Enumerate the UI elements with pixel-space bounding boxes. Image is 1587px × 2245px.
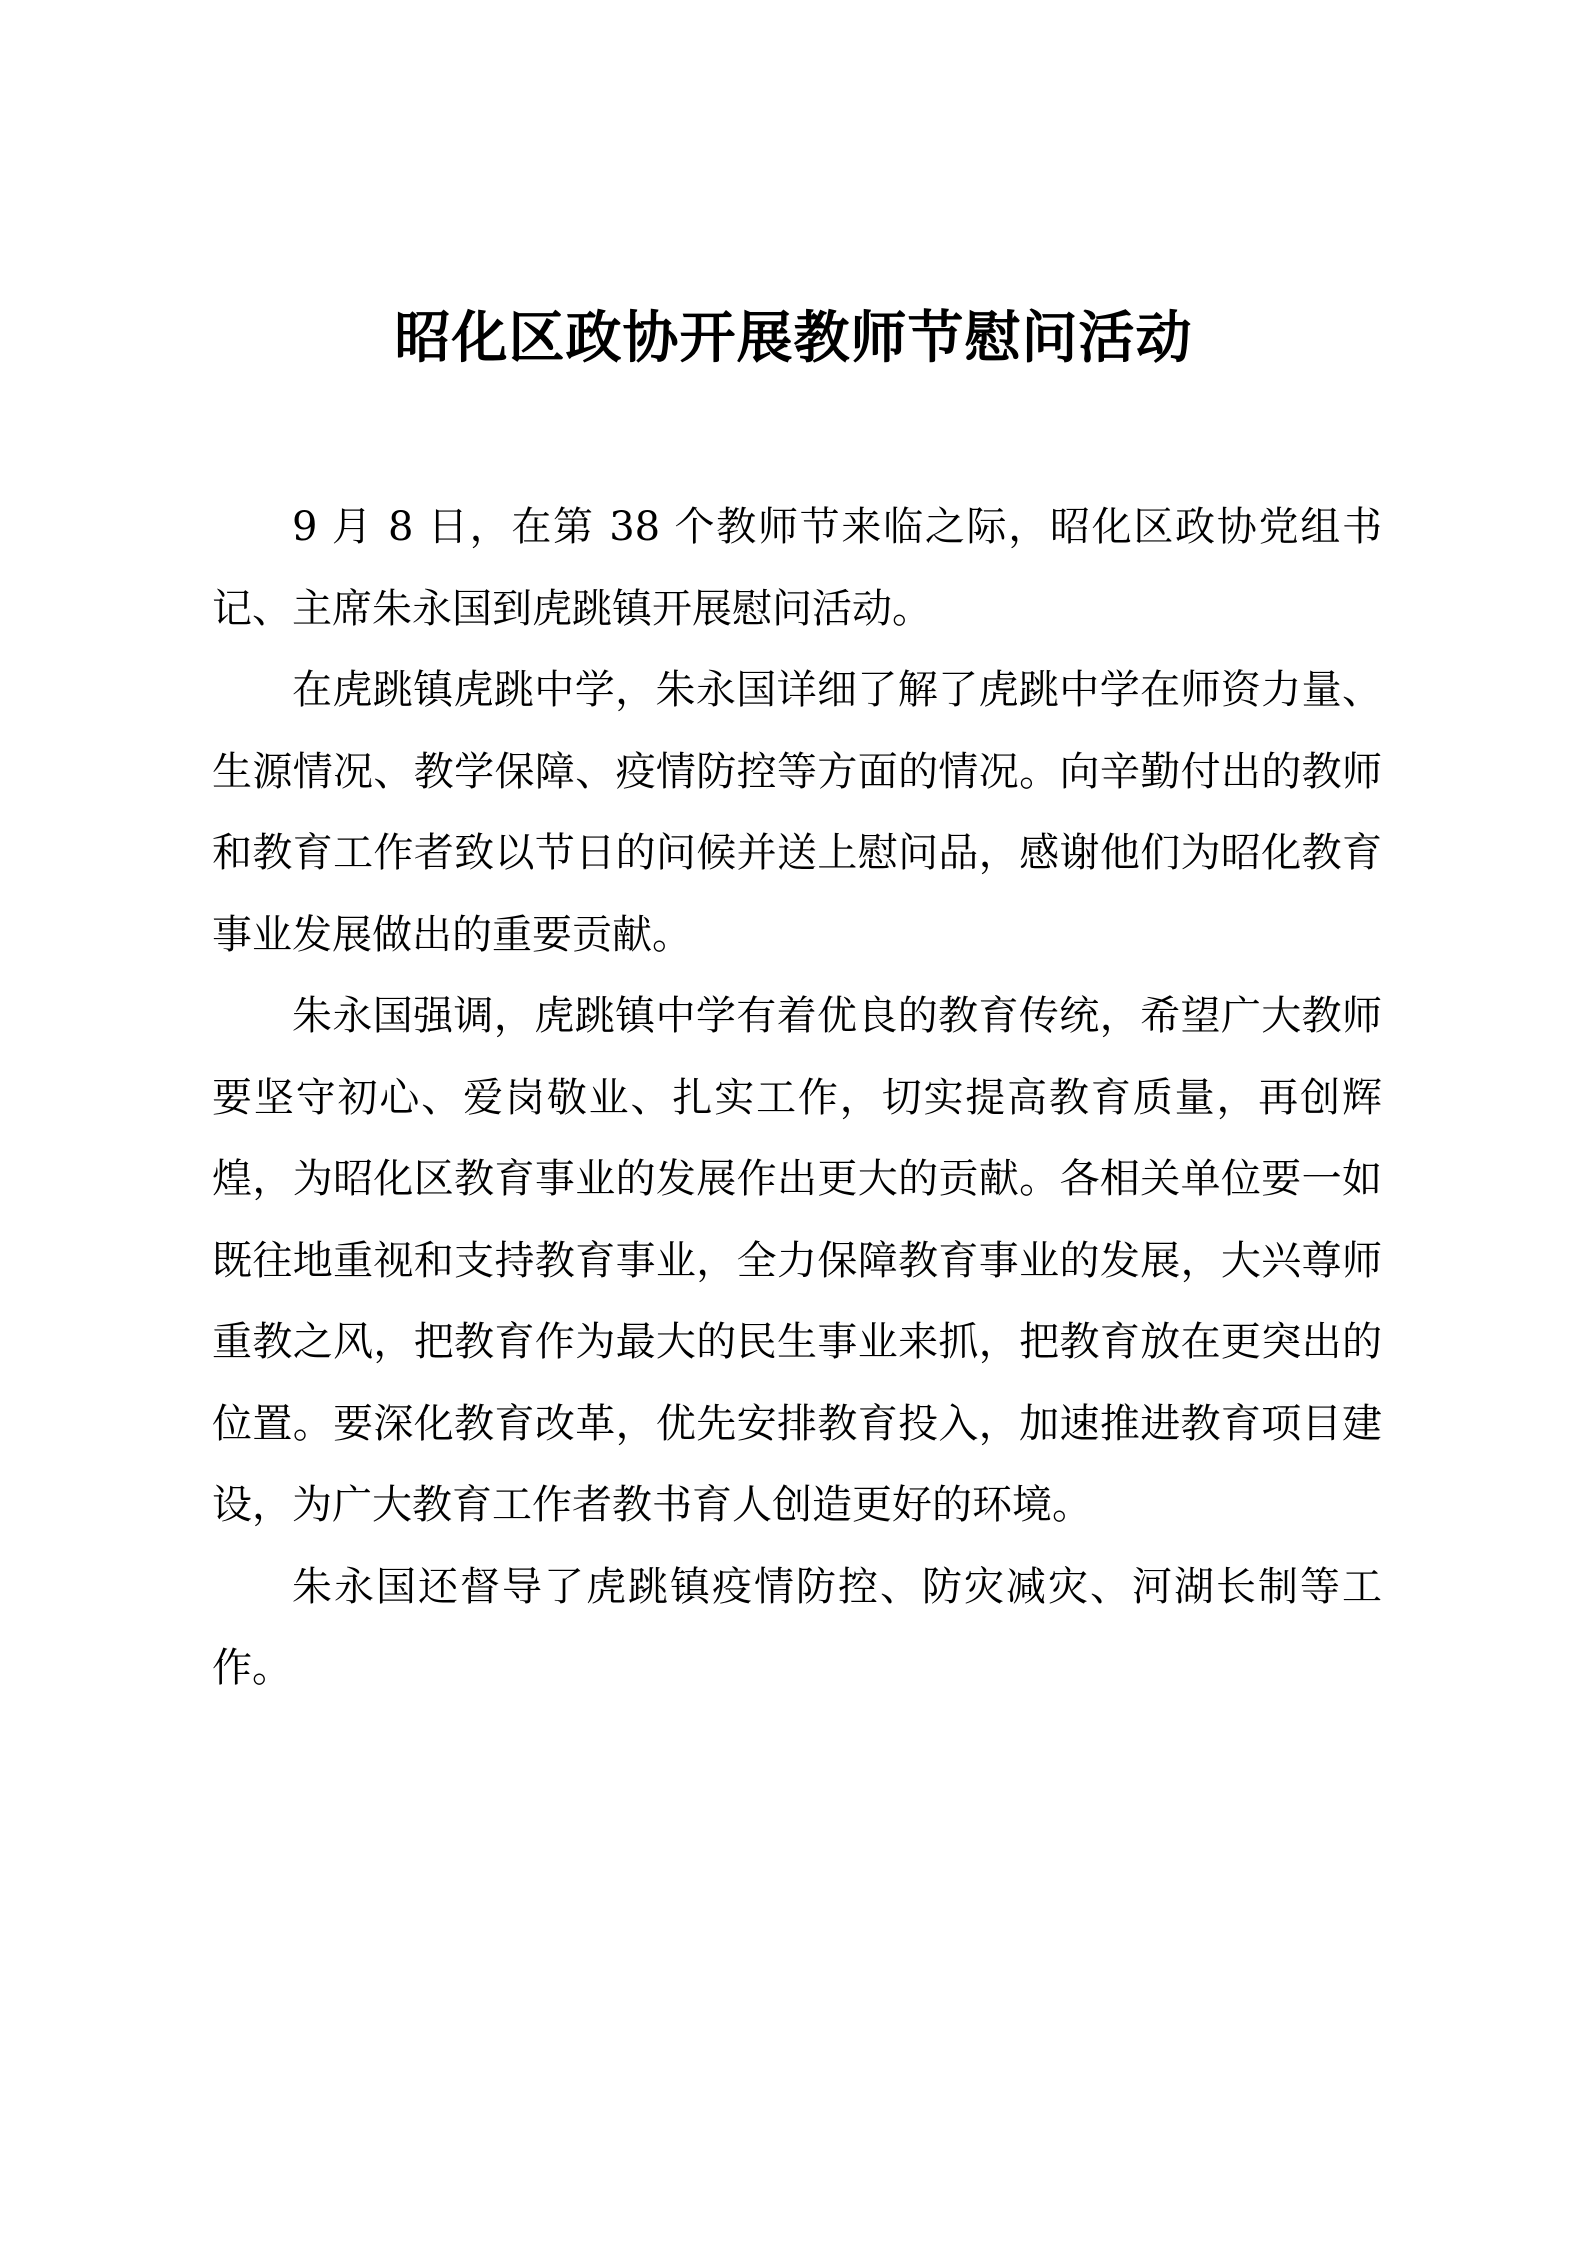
paragraph-3: 朱永国强调，虎跳镇中学有着优良的教育传统，希望广大教师要坚守初心、爱岗敬业、扎实工作，切实提高教育质量，再创辉煌，为昭化区教育事业的发展作出更大的贡献。各相关单位要一如既往地重视和支持教育事业，全力保障教育事业的发展，大兴尊师重教之风，把教育作为最大的民生事业来抓，把教育放在更突出的位置。要深化教育改革，优先安排教育投入，加速推进教育项目建设，为广大教育工作者教书育人创造更好的环境。 [212, 993, 1382, 1528]
document-title: 昭化区政协开展教师节慰问活动 [394, 305, 1193, 371]
paragraph-1: 9 月 8 日，在第 38 个教师节来临之际，昭化区政协党组书记、主席朱永国到虎跳镇开展慰问活动。 [212, 504, 1382, 632]
paragraph-2: 在虎跳镇虎跳中学，朱永国详细了解了虎跳中学在师资力量、生源情况、教学保障、疫情防控等方面的情况。向辛勤付出的教师和教育工作者致以节日的问候并送上慰问品，感谢他们为昭化教育事业发展做出的重要贡献。 [212, 667, 1382, 958]
document-body [212, 487, 1382, 1710]
paragraph-4: 朱永国还督导了虎跳镇疫情防控、防灾减灾、河湖长制等工作。 [212, 1563, 1382, 1691]
